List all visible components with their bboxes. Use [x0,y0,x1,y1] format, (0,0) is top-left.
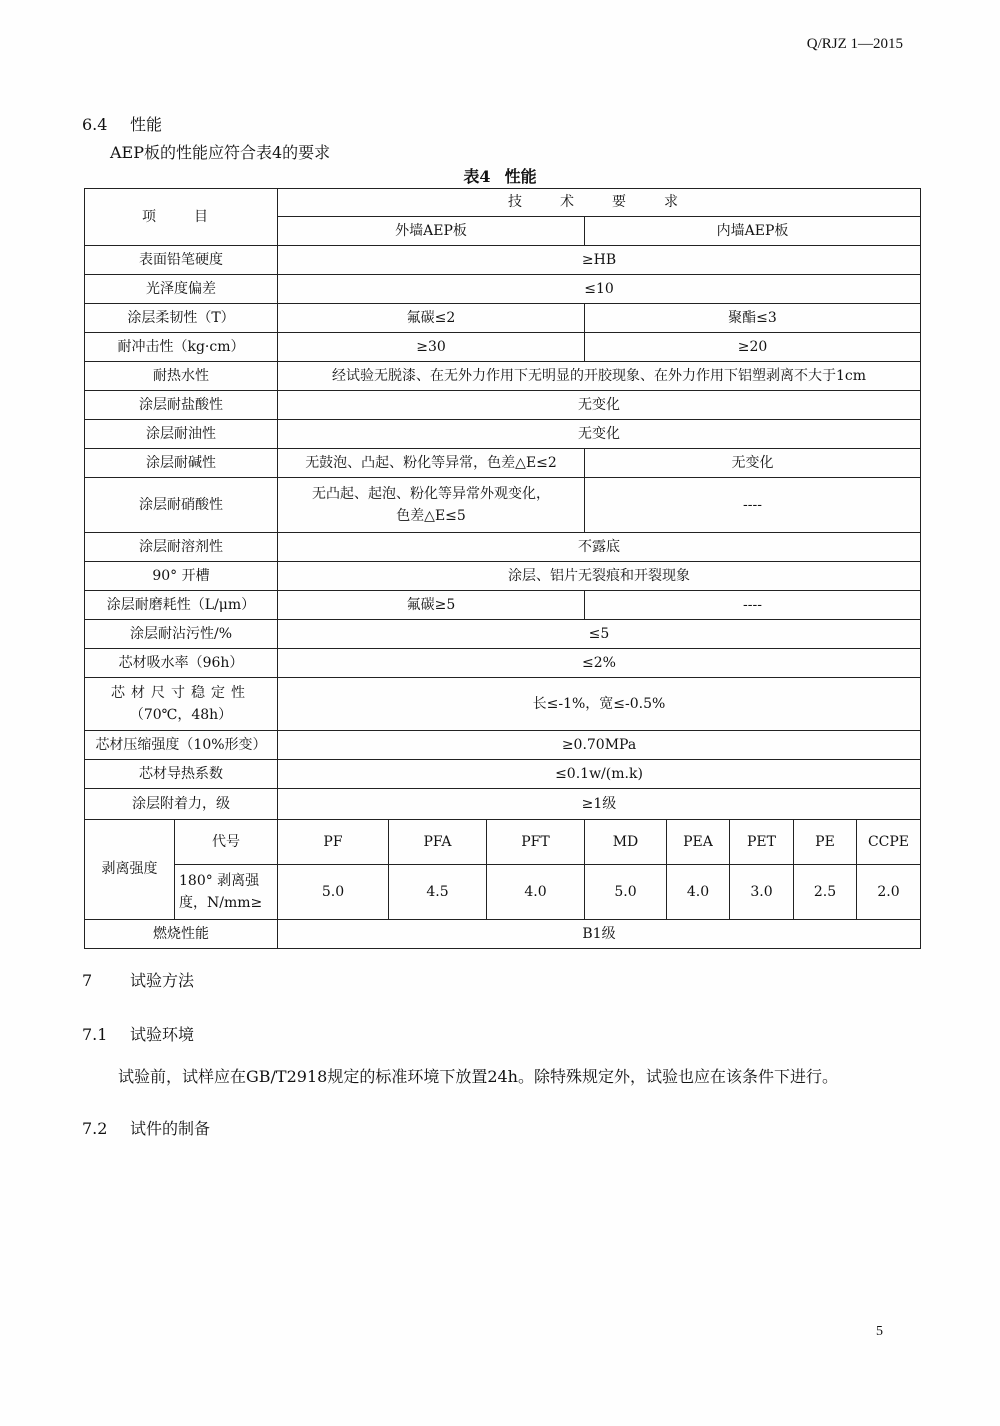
row-value: ≥0.70MPa [278,731,921,760]
row-item: 光泽度偏差 [85,275,278,304]
table-row [85,620,921,649]
row-item [85,678,278,731]
section-number: 6.4 [82,115,108,134]
peel-code-label: 代号 [175,820,278,865]
table-row [85,533,921,562]
section-number: 7.2 [82,1119,108,1138]
peel-code-row [85,820,921,865]
row-item: 芯材吸水率（96h） [85,649,278,678]
row-item: 涂层耐盐酸性 [85,391,278,420]
row-item: 涂层附着力，级 [85,789,278,820]
section-title: 试验方法 [130,971,195,990]
section-6-4-heading [82,112,162,135]
section-title: 试验环境 [130,1025,195,1044]
table-row [85,362,921,391]
row-interior-value: ≥20 [585,333,921,362]
table-row [85,333,921,362]
row-item: 涂层柔韧性（T） [85,304,278,333]
table-row [85,246,921,275]
peel-value: 2.5 [794,865,857,920]
peel-code: PE [794,820,857,865]
header-item: 项 目 [85,189,278,246]
row-value: ≤0.1w/(m.k) [278,760,921,789]
peel-code: CCPE [857,820,921,865]
standard-code: Q/RJZ 1—2015 [806,36,903,52]
table-row [85,760,921,789]
row-interior-value: 无变化 [585,449,921,478]
table-caption-title: 性能 [504,167,537,186]
page-number: 5 [876,1324,883,1339]
row-item: 90° 开槽 [85,562,278,591]
section-7-heading [82,968,194,991]
row-value: ≥1级 [278,789,921,820]
peel-code: PET [730,820,794,865]
table-row [85,562,921,591]
row-item-line: （70℃，48h） [129,707,233,723]
row-exterior-value [278,478,585,533]
row-item: 耐热水性 [85,362,278,391]
row-exterior-line: 无凸起、起泡、粉化等异常外观变化， [312,485,550,502]
row-item-line: 芯材尺寸稳定性 [111,684,251,701]
peel-code: PF [278,820,389,865]
row-item: 涂层耐硝酸性 [85,478,278,533]
peel-value-row [85,865,921,920]
row-exterior-line: 色差△E≤5 [396,508,466,524]
header-tech-req: 技 术 要 求 [278,189,921,217]
row-interior-value: ---- [585,478,921,533]
row-value: ≤2% [278,649,921,678]
table-row [85,920,921,949]
table-caption [0,164,1000,187]
row-exterior-value: 氟碳≤2 [278,304,585,333]
row-value: ≤5 [278,620,921,649]
row-exterior-value: 无鼓泡、凸起、粉化等异常，色差△E≤2 [278,449,585,478]
peel-value: 5.0 [278,865,389,920]
row-item: 涂层耐沾污性/% [85,620,278,649]
peel-strength-label: 剥离强度 [85,820,175,920]
table-row [85,789,921,820]
table-row [85,391,921,420]
row-value: 无变化 [278,420,921,449]
table-row [85,649,921,678]
peel-strength-unit-line: 180° 剥离强 [179,872,260,889]
peel-value: 4.5 [389,865,487,920]
row-item: 涂层耐溶剂性 [85,533,278,562]
header-interior: 内墙AEP板 [585,217,921,246]
row-item: 芯材导热系数 [85,760,278,789]
row-value: ≥HB [278,246,921,275]
peel-value: 4.0 [667,865,730,920]
section-6-4-intro: AEP板的性能应符合表4的要求 [110,143,331,162]
row-exterior-value: 氟碳≥5 [278,591,585,620]
table-row [85,678,921,731]
performance-table [84,188,921,949]
section-number: 7 [82,971,93,990]
table-header-row [85,189,921,217]
row-interior-value: ---- [585,591,921,620]
peel-value: 2.0 [857,865,921,920]
row-value: 无变化 [278,391,921,420]
row-value: 经试验无脱漆、在无外力作用下无明显的开胶现象、在外力作用下铝塑剥离不大于1cm [278,362,921,391]
peel-code: PFT [487,820,585,865]
row-item: 涂层耐油性 [85,420,278,449]
row-value: B1级 [278,920,921,949]
table-row [85,420,921,449]
table-row [85,449,921,478]
row-item: 芯材压缩强度（10%形变） [85,731,278,760]
row-item: 耐冲击性（kg·cm） [85,333,278,362]
peel-code: PFA [389,820,487,865]
peel-value: 3.0 [730,865,794,920]
row-exterior-value: ≥30 [278,333,585,362]
peel-strength-unit-label [175,865,278,920]
section-number: 7.1 [82,1025,108,1044]
row-interior-value: 聚酯≤3 [585,304,921,333]
peel-value: 4.0 [487,865,585,920]
peel-strength-unit-line: 度，N/mm≥ [179,895,263,911]
row-value: 长≤-1%，宽≤-0.5% [278,678,921,731]
header-exterior: 外墙AEP板 [278,217,585,246]
section-title: 试件的制备 [130,1119,211,1138]
section-7-2-heading [82,1116,210,1139]
row-item: 涂层耐碱性 [85,449,278,478]
peel-code: MD [585,820,667,865]
table-row [85,478,921,533]
row-value: 不露底 [278,533,921,562]
row-value: 涂层、铝片无裂痕和开裂现象 [278,562,921,591]
section-7-1-heading [82,1022,194,1045]
table-row [85,731,921,760]
table-row [85,591,921,620]
table-caption-number: 表4 [463,167,491,186]
peel-code: PEA [667,820,730,865]
row-item: 涂层耐磨耗性（L/μm） [85,591,278,620]
section-7-1-paragraph: 试验前，试样应在GB/T2918规定的标准环境下放置24h。除特殊规定外，试验也应在该条件下进行。 [118,1067,838,1086]
table-row [85,275,921,304]
row-item: 表面铅笔硬度 [85,246,278,275]
peel-value: 5.0 [585,865,667,920]
table-row [85,304,921,333]
section-title: 性能 [130,115,163,134]
row-item: 燃烧性能 [85,920,278,949]
row-value: ≤10 [278,275,921,304]
